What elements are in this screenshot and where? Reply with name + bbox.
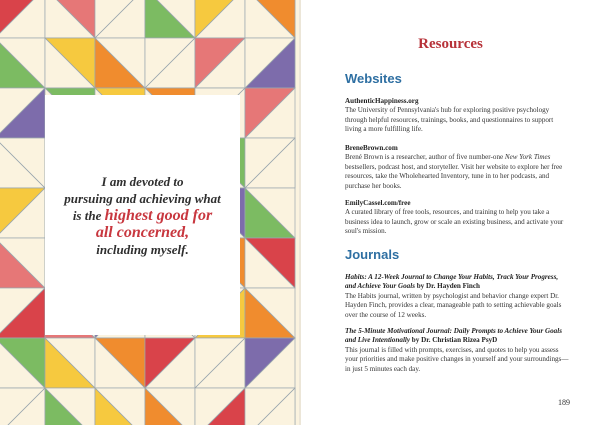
quote-highlight-1: highest good for [104,206,213,224]
pattern-tile [0,388,45,425]
pattern-tile [245,38,295,88]
pattern-tile [245,388,295,425]
pattern-tile [0,188,45,238]
pattern-tile [245,0,295,38]
pattern-tile [95,0,145,38]
pattern-tile [45,338,95,388]
website-name: BreneBrown.com [345,144,398,152]
pattern-tile [95,388,145,425]
pattern-tile [245,338,295,388]
page-number: 189 [558,398,570,407]
pattern-tile [245,238,295,288]
pattern-tile [0,38,45,88]
quote-line-1: I am devoted to [101,173,184,189]
pattern-tile [245,88,295,138]
resources-title: Resources [418,36,483,52]
website-name: AuthenticHappiness.org [345,97,419,105]
pattern-tile [245,138,295,188]
pattern-tile [45,38,95,88]
pattern-tile [0,138,45,188]
pattern-tile [0,88,45,138]
pattern-tile [0,338,45,388]
pattern-tile [245,188,295,238]
pattern-tile [0,0,45,38]
journal-description: This journal is filled with prompts, exercises, and quotes to help you assess your priorities and make positive changes in yourself and your surroundings—in just 5 minutes each day. [345,345,569,373]
quote-line-3: is the [72,207,105,223]
website-description: A curated library of free tools, resources, and training to help you take a business idea to launch, grow or scale an existing business, and activate your soul's mission. [345,208,564,236]
website-entry [345,144,569,191]
right-page [301,0,600,425]
quote-line-5: including myself. [96,241,189,257]
pattern-tile [95,338,145,388]
pattern-tile [145,0,195,38]
pattern-tile [45,388,95,425]
pattern-tile [0,238,45,288]
pattern-tile [145,38,195,88]
website-entry [345,199,569,237]
pattern-tile [195,38,245,88]
pattern-tile [245,288,295,338]
pattern-tile [45,0,95,38]
journal-entry [345,273,569,320]
pattern-tile [195,388,245,425]
website-description: The University of Pennsylvania's hub for exploring positive psychology through helpful resources, trainings, books, and questionnaires to support living a more fulfilling life. [345,106,554,134]
journal-title: Habits: A 12-Week Journal to Change Your Habits, Track Your Progress, and Achieve Your Goals by Dr. Hayden Finch [345,273,559,291]
pattern-tile [0,288,45,338]
pattern-tile [145,388,195,425]
websites-heading: Websites [345,71,402,86]
website-entry [345,97,569,135]
pattern-tile [145,338,195,388]
quote-highlight-2: all concerned, [95,223,190,241]
website-name: EmilyCassel.com/free [345,199,411,207]
journal-description: The Habits journal, written by psychologist and behavior change expert Dr. Hayden Finch, provides a clear, manageable path to setting achievable goals over the course of 12 weeks. [345,291,562,319]
quote-box [45,95,240,335]
pattern-tile [195,0,245,38]
affirmation-quote [46,173,238,258]
pattern-tile [95,38,145,88]
pattern-tile [195,338,245,388]
website-description: Brené Brown is a researcher, author of five number-one New York Times bestsellers, podcast host, and storyteller. Visit her website to explore her free resources, take the Wholehearted Inventory, tune in to her podcasts, and purchase her books. [345,153,563,190]
journal-entry [345,327,569,374]
quote-line-2: pursuing and achieving what [64,190,221,206]
journal-title: The 5-Minute Motivational Journal: Daily Prompts to Achieve Your Goals and Live Intentionally by Dr. Christian Rizea PsyD [345,327,562,345]
journals-heading: Journals [345,247,400,262]
